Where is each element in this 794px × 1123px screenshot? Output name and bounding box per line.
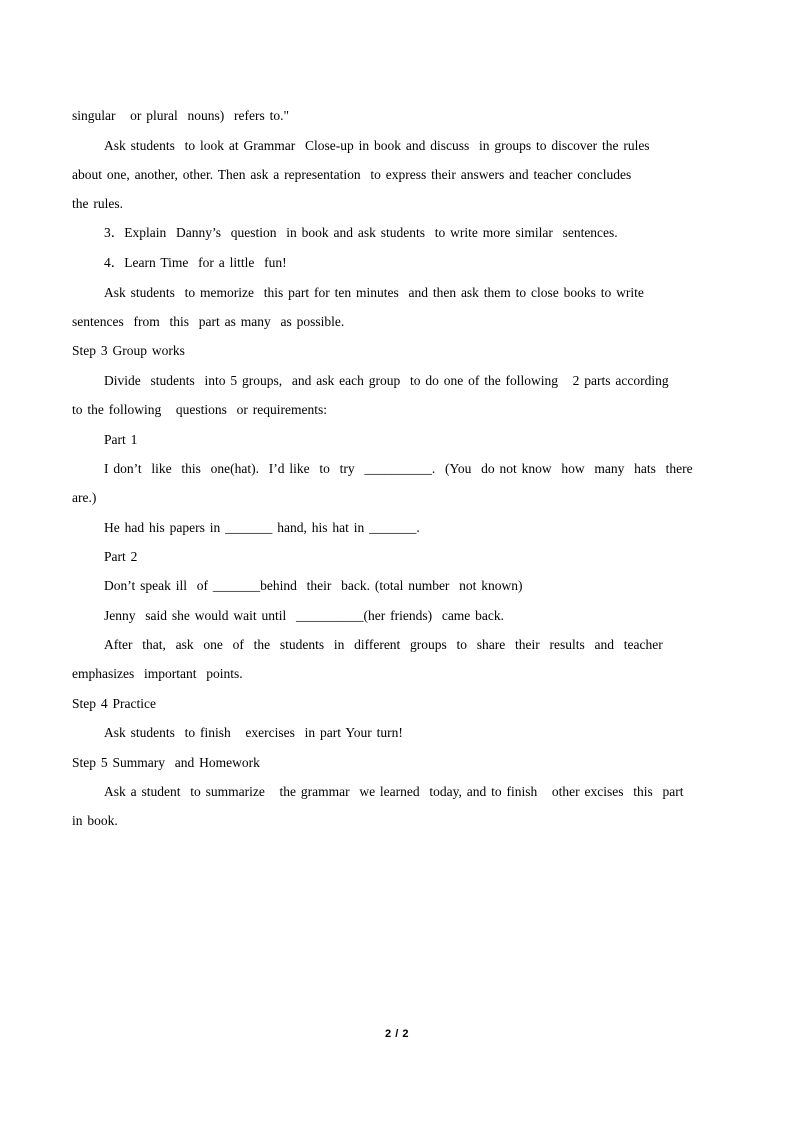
text-line: Ask a student to summarize the grammar we learned today, and to finish other excises this part bbox=[104, 784, 684, 799]
section-heading: Step 3 Group works bbox=[72, 343, 185, 358]
text-line: After that, ask one of the students in different groups to share their results and teacher bbox=[104, 637, 663, 652]
text-line: the rules. bbox=[72, 196, 123, 211]
text-line: about one, another, other. Then ask a representation to express their answers and teacher concludes bbox=[72, 167, 632, 182]
part-label: Part 1 bbox=[104, 432, 138, 447]
text-line: Divide students into 5 groups, and ask each group to do one of the following 2 parts according bbox=[104, 373, 669, 388]
text-line: Ask students to memorize this part for ten minutes and then ask them to close books to write bbox=[104, 285, 644, 300]
page-number: 2 / 2 bbox=[385, 1028, 409, 1040]
section-heading: Step 5 Summary and Homework bbox=[72, 755, 260, 770]
text-line: sentences from this part as many as possible. bbox=[72, 314, 345, 329]
text-line: in book. bbox=[72, 813, 118, 828]
exercise-line: Don’t speak ill of _______behind their back. (total number not known) bbox=[104, 578, 523, 593]
exercise-line: He had his papers in _______ hand, his hat in _______. bbox=[104, 520, 420, 535]
text-line: singular or plural nouns) refers to." bbox=[72, 108, 289, 123]
exercise-line: Jenny said she would wait until __________(her friends) came back. bbox=[104, 608, 505, 623]
text-line: Ask students to look at Grammar Close-up in book and discuss in groups to discover the rules bbox=[104, 138, 650, 153]
text-line: emphasizes important points. bbox=[72, 666, 243, 681]
text-line: Ask students to finish exercises in part Your turn! bbox=[104, 725, 403, 740]
text-line: to the following questions or requirements: bbox=[72, 402, 327, 417]
list-item: 3．Explain Danny’s question in book and ask students to write more similar sentences. bbox=[104, 225, 618, 240]
list-item: 4．Learn Time for a little fun! bbox=[104, 255, 287, 270]
section-heading: Step 4 Practice bbox=[72, 696, 156, 711]
exercise-line: I don’t like this one(hat). I’d like to try __________. (You do not know how many hats there bbox=[104, 461, 693, 476]
exercise-line: are.) bbox=[72, 490, 97, 505]
part-label: Part 2 bbox=[104, 549, 138, 564]
